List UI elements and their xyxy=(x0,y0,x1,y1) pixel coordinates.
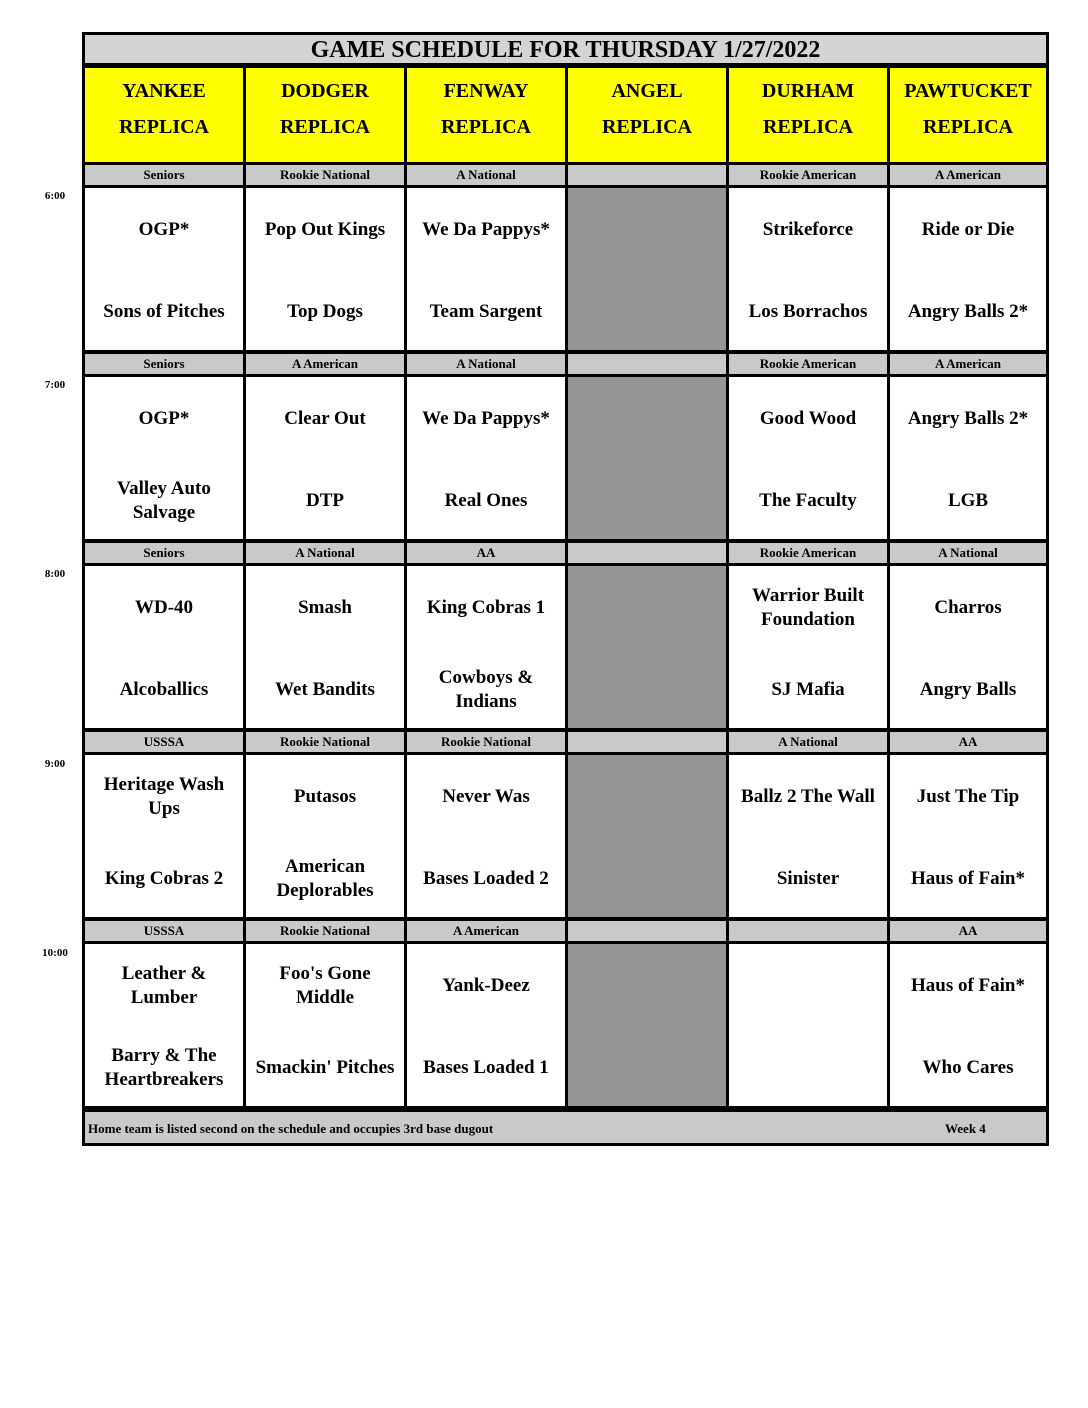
game-cell xyxy=(890,944,1046,1106)
division-label: A National xyxy=(246,543,404,563)
division-label: A American xyxy=(246,354,404,374)
away-team: Never Was xyxy=(442,786,530,807)
field-header-pawtucket xyxy=(890,68,1046,162)
away-team: Pop Out Kings xyxy=(264,219,386,240)
away-team: Smash xyxy=(298,597,352,618)
division-label: Seniors xyxy=(85,165,243,185)
game-cell xyxy=(85,566,243,728)
away-team: OGP* xyxy=(138,219,190,240)
division-label: Rookie National xyxy=(407,732,565,752)
home-team: Alcoballics xyxy=(119,679,209,700)
home-team: SJ Mafia xyxy=(771,679,845,700)
game-cell xyxy=(407,755,565,917)
game-cell xyxy=(890,377,1046,539)
game-cell xyxy=(85,944,243,1106)
page-title: GAME SCHEDULE FOR THURSDAY 1/27/2022 xyxy=(85,35,1046,66)
away-team: Ride or Die xyxy=(921,219,1015,240)
away-team: Heritage Wash Ups xyxy=(103,774,225,819)
home-team: Cowboys & Indians xyxy=(438,667,534,712)
game-cell xyxy=(85,755,243,917)
home-team: Top Dogs xyxy=(287,301,363,322)
game-cell xyxy=(729,944,887,1106)
game-cell xyxy=(246,188,404,350)
division-label: AA xyxy=(890,921,1046,941)
away-team: We Da Pappys* xyxy=(422,219,550,240)
field-header-durham xyxy=(729,68,887,162)
game-cell xyxy=(246,566,404,728)
away-team: OGP* xyxy=(138,408,190,429)
closed-field-cell xyxy=(568,566,726,728)
home-team: Bases Loaded 2 xyxy=(423,868,549,889)
division-label: A National xyxy=(890,543,1046,563)
division-label xyxy=(568,354,726,374)
home-team: Los Borrachos xyxy=(748,301,868,322)
away-team: Ballz 2 The Wall xyxy=(741,786,875,807)
game-cell xyxy=(729,377,887,539)
division-label: AA xyxy=(890,732,1046,752)
time-label: 6:00 xyxy=(44,190,66,202)
away-team: Clear Out xyxy=(284,408,366,429)
home-team: Angry Balls xyxy=(919,679,1017,700)
field-header-angel xyxy=(568,68,726,162)
home-team: Sinister xyxy=(776,868,840,889)
field-name: ANGEL xyxy=(611,80,683,102)
game-cell xyxy=(246,755,404,917)
division-label: Rookie National xyxy=(246,732,404,752)
home-team xyxy=(731,1043,885,1093)
division-label: Rookie National xyxy=(246,165,404,185)
field-subtitle: REPLICA xyxy=(762,116,853,138)
home-team: LGB xyxy=(947,490,989,511)
closed-field-cell xyxy=(568,944,726,1106)
home-team: The Faculty xyxy=(759,490,857,511)
home-team: Valley Auto Salvage xyxy=(117,478,211,523)
footer-note: Home team is listed second on the schedule and occupies 3rd base dugout xyxy=(88,1121,494,1136)
division-label: A National xyxy=(729,732,887,752)
home-team: Sons of Pitches xyxy=(103,301,225,322)
field-header-fenway xyxy=(407,68,565,162)
home-team: DTP xyxy=(306,490,344,511)
time-label: 8:00 xyxy=(44,568,66,580)
closed-field-cell xyxy=(568,377,726,539)
closed-field-cell xyxy=(568,755,726,917)
game-cell xyxy=(729,755,887,917)
division-label: Rookie American xyxy=(729,354,887,374)
schedule-sheet xyxy=(82,32,1049,1146)
game-cell xyxy=(407,377,565,539)
away-team: Warrior Built Foundation xyxy=(751,585,865,630)
home-team: Team Sargent xyxy=(429,301,543,322)
home-team: Barry & The Heartbreakers xyxy=(104,1045,224,1090)
footer-bar xyxy=(85,1112,1046,1143)
week-label: Week 4 xyxy=(945,1121,986,1136)
division-label: A National xyxy=(407,165,565,185)
home-team: Smackin' Pitches xyxy=(255,1057,395,1078)
time-label: 10:00 xyxy=(42,947,68,959)
game-cell xyxy=(407,944,565,1106)
division-label: A American xyxy=(407,921,565,941)
away-team: Putasos xyxy=(293,786,357,807)
away-team: Leather & Lumber xyxy=(121,963,207,1008)
field-name: FENWAY xyxy=(443,80,529,102)
game-cell xyxy=(85,377,243,539)
away-team: Angry Balls 2* xyxy=(907,408,1029,429)
division-label: Rookie American xyxy=(729,165,887,185)
field-header-dodger xyxy=(246,68,404,162)
division-label xyxy=(568,165,726,185)
field-name: YANKEE xyxy=(122,80,206,102)
game-cell xyxy=(729,566,887,728)
away-team: Foo's Gone Middle xyxy=(279,963,371,1008)
field-name: DURHAM xyxy=(761,80,855,102)
division-label: USSSA xyxy=(85,732,243,752)
away-team: Haus of Fain* xyxy=(910,975,1026,996)
division-label: Seniors xyxy=(85,543,243,563)
division-label xyxy=(729,921,887,941)
field-subtitle: REPLICA xyxy=(279,116,370,138)
game-cell xyxy=(890,188,1046,350)
division-label: Rookie National xyxy=(246,921,404,941)
time-label: 7:00 xyxy=(44,379,66,391)
home-team: Haus of Fain* xyxy=(910,868,1026,889)
game-cell xyxy=(729,188,887,350)
division-label: A American xyxy=(890,165,1046,185)
away-team: Just The Tip xyxy=(916,786,1020,807)
away-team: We Da Pappys* xyxy=(422,408,550,429)
game-cell xyxy=(85,188,243,350)
division-label: Rookie American xyxy=(729,543,887,563)
division-label: A National xyxy=(407,354,565,374)
division-label: Seniors xyxy=(85,354,243,374)
away-team: Charros xyxy=(934,597,1002,618)
division-label xyxy=(568,921,726,941)
home-team: Angry Balls 2* xyxy=(907,301,1029,322)
field-header-yankee xyxy=(85,68,243,162)
home-team: Real Ones xyxy=(444,490,528,511)
field-subtitle: REPLICA xyxy=(440,116,531,138)
field-name: PAWTUCKET xyxy=(904,80,1032,102)
field-subtitle: REPLICA xyxy=(601,116,692,138)
home-team: King Cobras 2 xyxy=(104,868,224,889)
time-label: 9:00 xyxy=(44,758,66,770)
field-subtitle: REPLICA xyxy=(922,116,1013,138)
game-cell xyxy=(246,377,404,539)
away-team: Strikeforce xyxy=(762,219,854,240)
division-label: A American xyxy=(890,354,1046,374)
away-team: Yank-Deez xyxy=(442,975,530,996)
away-team: WD-40 xyxy=(134,597,194,618)
closed-field-cell xyxy=(568,188,726,350)
field-name: DODGER xyxy=(281,80,369,102)
division-label: USSSA xyxy=(85,921,243,941)
division-label: AA xyxy=(407,543,565,563)
home-team: Wet Bandits xyxy=(275,679,375,700)
game-cell xyxy=(407,188,565,350)
division-label xyxy=(568,732,726,752)
home-team: Bases Loaded 1 xyxy=(423,1057,549,1078)
game-cell xyxy=(890,755,1046,917)
away-team: Good Wood xyxy=(759,408,857,429)
away-team: King Cobras 1 xyxy=(426,597,546,618)
game-cell xyxy=(246,944,404,1106)
game-cell xyxy=(407,566,565,728)
field-subtitle: REPLICA xyxy=(118,116,209,138)
home-team: American Deplorables xyxy=(276,856,374,901)
division-label xyxy=(568,543,726,563)
away-team xyxy=(731,961,885,1011)
game-cell xyxy=(890,566,1046,728)
home-team: Who Cares xyxy=(922,1057,1014,1078)
